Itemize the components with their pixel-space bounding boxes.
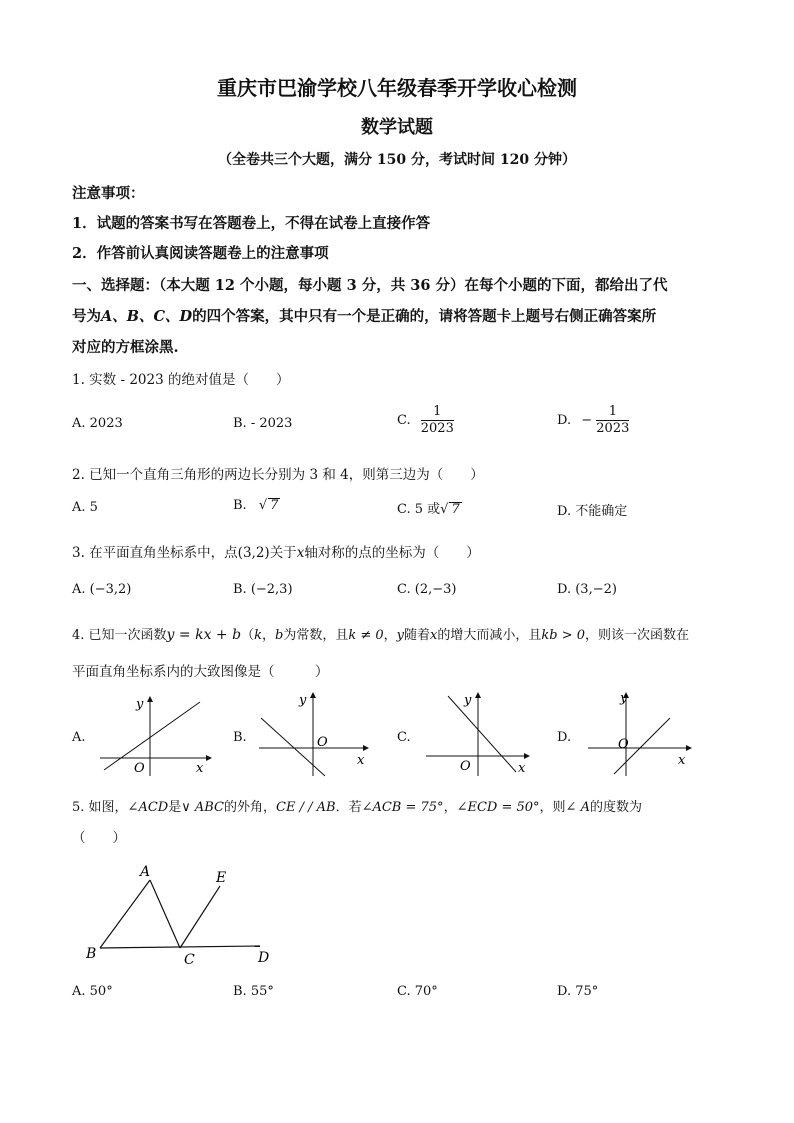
q3-option-d: D. (3,−2) <box>557 582 617 597</box>
q1-option-d: D. − $\frac{1}{2023}$ <box>557 404 630 436</box>
svg-text:D: D <box>258 950 270 966</box>
svg-text:O: O <box>618 737 629 752</box>
q2-option-b: B. √ 7 <box>233 498 279 513</box>
notes-heading: 注意事项： <box>72 185 145 202</box>
q5-option-c: C. 70° <box>397 984 438 999</box>
exam-info: （全卷共三个大题，满分 150 分，考试时间 120 分钟） <box>218 152 576 168</box>
svg-text:x: x <box>678 753 686 768</box>
q4-graph-b <box>255 688 375 780</box>
svg-text:E: E <box>216 870 227 886</box>
q4-stem-line1: 4. 已知一次函数y = kx + b（k，b为常数，且k ≠ 0，y随着x的增大而减小，且kb > 0，则该一次函数在 <box>72 627 690 643</box>
q5-figure <box>80 858 290 970</box>
q4-stem-line2: 平面直角坐标系内的大致图像是（ ） <box>72 664 329 680</box>
section1-line2: 号为A、B、C、D的四个答案，其中只有一个是正确的，请将答题卡上题号右侧正确答案所 <box>72 308 657 325</box>
q4-option-a-label: A. <box>72 730 86 745</box>
svg-text:y: y <box>464 693 472 708</box>
svg-text:A: A <box>140 864 151 880</box>
note-item-2: 2．作答前认真阅读答题卷上的注意事项 <box>72 245 329 262</box>
q4-option-c-label: C. <box>397 730 411 745</box>
note-item-1: 1．试题的答案书写在答题卷上，不得在试卷上直接作答 <box>72 215 431 232</box>
exam-title: 重庆市巴渝学校八年级春季开学收心检测 <box>217 76 577 100</box>
svg-text:O: O <box>134 761 145 776</box>
svg-text:y: y <box>620 691 628 706</box>
svg-text:x: x <box>196 761 204 776</box>
q5-option-a: A. 50° <box>72 984 113 999</box>
q5-option-d: D. 75° <box>557 984 599 999</box>
exam-subtitle: 数学试题 <box>361 117 433 138</box>
q3-stem: 3. 在平面直角坐标系中，点(3,2)关于x轴对称的点的坐标为（ ） <box>72 545 480 561</box>
q5-option-b: B. 55° <box>233 984 274 999</box>
svg-text:y: y <box>136 697 144 712</box>
q5-stem-line2: （ ） <box>72 830 126 846</box>
q4-option-d-label: D. <box>557 730 572 745</box>
svg-text:O: O <box>317 735 328 750</box>
svg-text:B: B <box>86 946 97 962</box>
q2-option-c: C. 5 或√ 7 <box>397 502 460 517</box>
q1-option-b: B. - 2023 <box>233 416 293 431</box>
section1-line3: 对应的方框涂黑. <box>72 339 179 356</box>
svg-text:C: C <box>184 952 195 968</box>
q4-option-b-label: B. <box>233 730 247 745</box>
q3-option-b: B. (−2,3) <box>233 582 293 597</box>
q1-option-c: C. $\frac{1}{2023}$ <box>397 404 454 436</box>
q4-graph-d <box>584 688 704 780</box>
q3-option-c: C. (2,−3) <box>397 582 457 597</box>
q4-graph-a <box>96 688 216 780</box>
q2-stem: 2. 已知一个直角三角形的两边长分别为 3 和 4，则第三边为（ ） <box>72 467 484 483</box>
svg-text:x: x <box>357 753 365 768</box>
q1-option-a: A. 2023 <box>72 416 123 431</box>
svg-text:x: x <box>518 761 526 776</box>
q1-stem: 1. 实数 - 2023 的绝对值是（ ） <box>72 372 290 388</box>
svg-text:y: y <box>299 693 307 708</box>
section1-line1: 一、选择题：（本大题 12 个小题，每小题 3 分，共 36 分）在每个小题的下面，都给出了代 <box>72 277 668 294</box>
q2-option-d: D. 不能确定 <box>557 504 628 519</box>
q4-graph-c <box>422 688 542 780</box>
q5-stem-line1: 5. 如图，∠ACD是∨ ABC的外角，CE / / AB．若∠ACB = 75°，∠ECD = 50°，则∠ A的度数为 <box>72 800 642 815</box>
q2-option-a: A. 5 <box>72 500 98 515</box>
q3-option-a: A. (−3,2) <box>72 582 132 597</box>
svg-text:O: O <box>460 759 471 774</box>
